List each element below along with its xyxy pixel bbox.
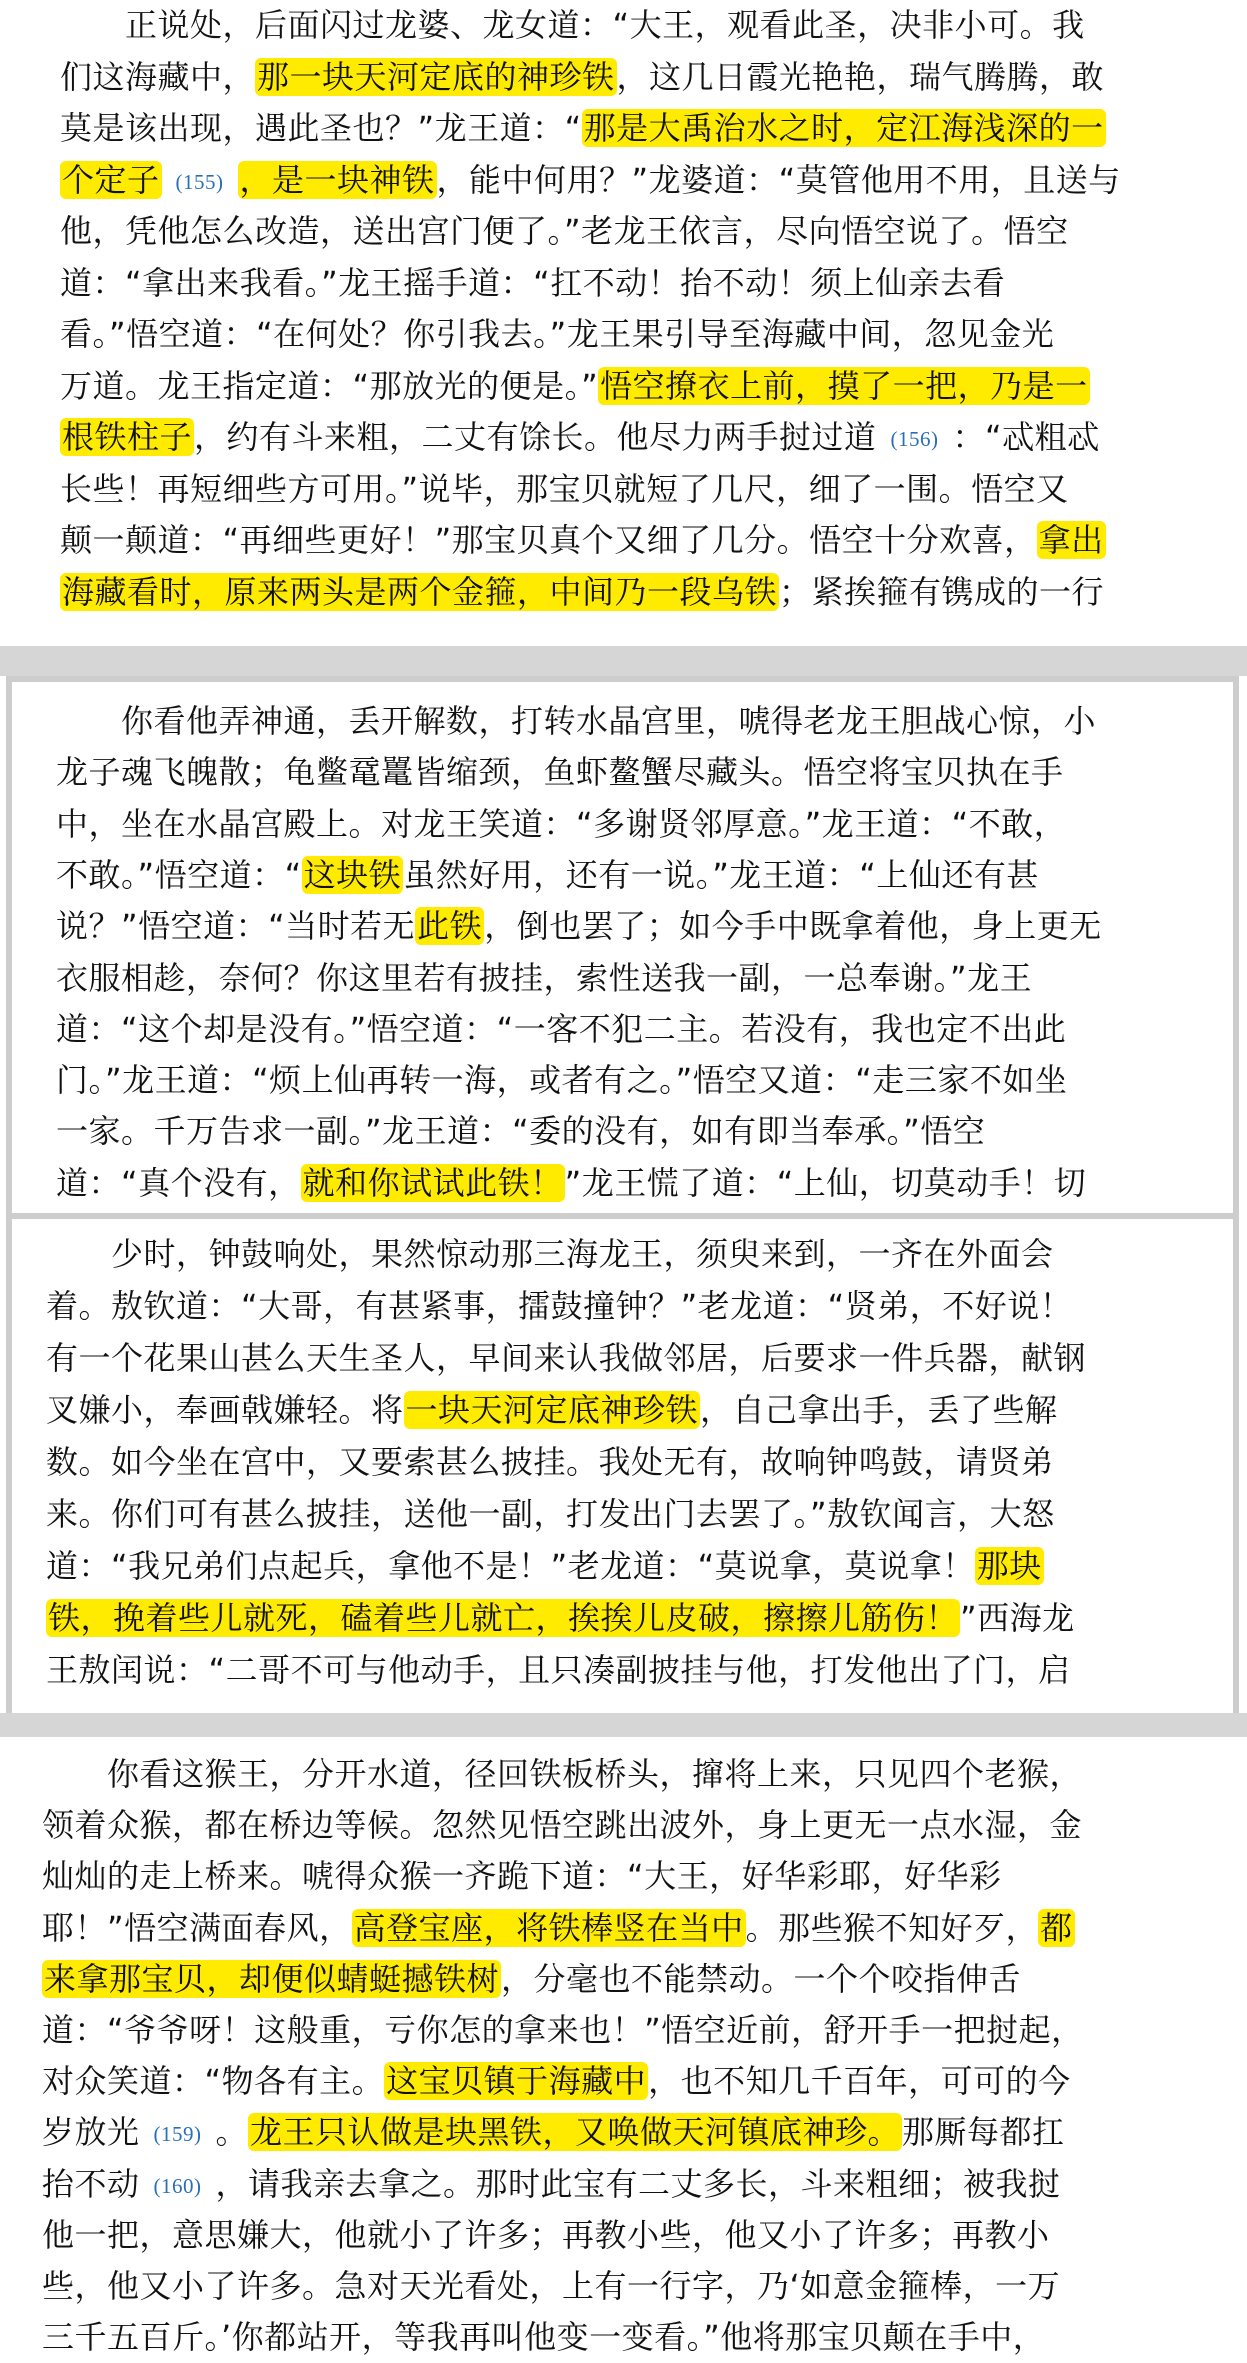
text-segment: ”西海龙 xyxy=(960,1599,1075,1637)
text-segment: ，约有斗来粗，二丈有馀长。他尽力两手挝过道 xyxy=(194,418,877,456)
text-line xyxy=(42,2261,1060,2312)
highlighted-text: 来拿那宝贝，却便似蜻蜓撼铁树 xyxy=(44,1959,500,1998)
text-segment: ，请我亲去拿之。那时此宝有二丈多长，斗来粗细；被我挝 xyxy=(215,2164,1061,2203)
text-line xyxy=(60,258,1005,309)
footnote-marker: (155) xyxy=(175,169,224,194)
text-line xyxy=(60,515,1106,566)
text-segment: 一家。千万告求一副。”龙王道：“委的没有，如有即当奉承。”悟空 xyxy=(56,1112,986,1151)
text-line xyxy=(60,567,1104,618)
text-line xyxy=(56,953,1032,1004)
highlighted-text: 那块 xyxy=(976,1547,1042,1585)
text-segment: ，倒也罢了；如今手中既拿着他，身上更无 xyxy=(484,907,1102,946)
text-line xyxy=(42,2210,1050,2261)
text-line xyxy=(60,0,1085,51)
text-line xyxy=(56,901,1102,952)
text-segment: 少时，钟鼓响处，果然惊动那三海龙王，须臾来到，一齐在外面会 xyxy=(46,1235,1054,1273)
text-line xyxy=(46,1541,1044,1592)
passage-1 xyxy=(0,0,1247,640)
text-line xyxy=(56,1004,1066,1055)
highlighted-text: ，是一块神铁 xyxy=(239,160,435,199)
highlighted-text: 个定子 xyxy=(62,160,160,199)
highlighted-text: 铁，挽着些儿就死，磕着些儿就亡，挨挨儿皮破，擦擦儿筋伤！ xyxy=(48,1599,959,1637)
text-segment: 灿灿的走上桥来。唬得众猴一齐跪下道：“大王，好华彩耶，好华彩 xyxy=(42,1857,1002,1896)
highlighted-text: 龙王只认做是块黑铁，又唤做天河镇底神珍。 xyxy=(250,2113,901,2152)
text-line xyxy=(60,309,1054,360)
text-line xyxy=(56,1106,985,1157)
text-line xyxy=(60,52,1104,103)
text-segment: ，自己拿出手，丢了些解 xyxy=(700,1391,1058,1429)
text-segment: 长些！再短细些方可用。”说毕，那宝贝就短了几尺，细了一围。悟空又 xyxy=(60,469,1069,508)
text-segment: 那厮每都扛 xyxy=(902,2113,1065,2152)
text-line xyxy=(42,1903,1075,1954)
text-segment: 衣服相趁，奈何？你这里若有披挂，索性送我一副，一总奉谢。”龙王 xyxy=(56,958,1033,997)
text-line xyxy=(56,799,1066,850)
text-line xyxy=(46,1385,1058,1436)
text-segment: 叉嫌小，奉画戟嫌轻。将 xyxy=(46,1391,404,1429)
text-line xyxy=(60,103,1106,154)
text-segment: 正说处，后面闪过龙婆、龙女道：“大王，观看此圣，决非小可。我 xyxy=(60,6,1085,44)
text-line xyxy=(46,1489,1055,1540)
highlighted-text: 那是大禹治水之时，定江海浅深的一 xyxy=(583,109,1104,147)
text-segment: 着。敖钦道：“大哥，有甚紧事，擂鼓撞钟？”老龙道：“贤弟，不好说！ xyxy=(46,1287,1073,1325)
text-segment: 颠一颠道：“再细些更好！”那宝贝真个又细了几分。悟空十分欢喜， xyxy=(60,521,1037,559)
text-segment: 三千五百斤。’你都站开，等我再叫他变一变看。”他将那宝贝颠在手中， xyxy=(42,2318,1046,2357)
text-segment: 些，他又小了许多。急对天光看处，上有一行字，乃‘如意金箍棒，一万 xyxy=(42,2267,1061,2305)
highlighted-text: 一块天河定底神珍铁 xyxy=(405,1391,699,1429)
separator xyxy=(0,646,1247,676)
text-segment: 有一个花果山甚么天生圣人，早间来认我做邻居，后要求一件兵器，献钢 xyxy=(46,1339,1087,1377)
text-line xyxy=(60,412,1100,463)
text-segment: 数。如今坐在宫中，又要索甚么披挂。我处无有，故响钟鸣鼓，请贤弟 xyxy=(46,1443,1054,1481)
text-line xyxy=(56,1055,1067,1106)
footnote-marker: (156) xyxy=(890,427,939,451)
text-line xyxy=(42,2005,1084,2056)
text-line xyxy=(42,1800,1082,1851)
highlighted-text: 高登宝座，将铁棒竖在当中 xyxy=(353,1908,744,1947)
highlighted-text: 就和你试试此铁！ xyxy=(302,1163,563,1202)
passage-3 xyxy=(6,1219,1239,1728)
text-segment: 莫是该出现，遇此圣也？”龙王道：“ xyxy=(60,109,582,147)
text-line xyxy=(42,2312,1045,2363)
text-line xyxy=(42,2159,1061,2210)
text-segment: ，分毫也不能禁动。一个个咬指伸舌 xyxy=(501,1959,1022,1998)
text-segment: 王敖闰说：“二哥不可与他动手，且只凑副披挂与他，打发他出了门，启 xyxy=(46,1651,1071,1689)
text-segment: ”龙王慌了道：“上仙，切莫动手！切 xyxy=(564,1163,1087,1202)
highlighted-text: 根铁柱子 xyxy=(62,418,193,456)
text-line xyxy=(42,2056,1071,2107)
text-segment: ：“忒粗忒 xyxy=(952,418,1100,456)
highlighted-text: 海藏看时，原来两头是两个金箍，中间乃一段乌铁 xyxy=(62,572,778,611)
text-line xyxy=(60,464,1069,515)
text-segment: 道：“这个却是没有。”悟空道：“一客不犯二主。若没有，我也定不出此 xyxy=(56,1009,1067,1048)
separator xyxy=(0,1713,1247,1737)
highlighted-text: 这宝贝镇于海藏中 xyxy=(386,2062,647,2101)
text-segment: 对众笑道：“物各有主。 xyxy=(42,2062,385,2101)
text-segment: 万道。龙王指定道：“那放光的便是。” xyxy=(60,366,599,405)
passage-2 xyxy=(6,676,1239,1219)
text-segment: 。那些猴不知好歹， xyxy=(745,1908,1039,1947)
highlighted-text: 此铁 xyxy=(417,907,483,946)
text-line xyxy=(60,155,1121,206)
text-segment: 看。”悟空道：“在何处？你引我去。”龙王果引导至海藏中间，忽见金光 xyxy=(60,315,1055,353)
text-line xyxy=(42,2107,1065,2158)
text-segment: 虽然好用，还有一说。”龙王道：“上仙还有甚 xyxy=(403,855,1039,894)
text-segment: 领着众猴，都在桥边等候。忽然见悟空跳出波外，身上更无一点水湿，金 xyxy=(42,1806,1083,1845)
text-line xyxy=(46,1281,1072,1332)
highlighted-text: 那一块天河定底的神珍铁 xyxy=(257,57,615,96)
footnote-marker: (160) xyxy=(153,2173,202,2198)
text-line xyxy=(46,1593,1075,1644)
text-segment: 龙子魂飞魄散；龟鳖鼋鼍皆缩颈，鱼虾鳌蟹尽藏头。悟空将宝贝执在手 xyxy=(56,753,1064,792)
text-line xyxy=(56,696,1096,747)
text-segment: 不敢。”悟空道：“ xyxy=(56,855,302,894)
text-line xyxy=(56,747,1064,798)
highlighted-text: 这块铁 xyxy=(303,855,402,894)
text-segment: 道：“爷爷呀！这般重，亏你怎的拿来也！”悟空近前，舒开手一把挝起， xyxy=(42,2011,1084,2049)
text-segment: ，这几日霞光艳艳，瑞气腾腾，敢 xyxy=(616,57,1105,96)
text-line xyxy=(56,1158,1086,1209)
text-line xyxy=(42,1954,1021,2005)
text-segment: 们这海藏中， xyxy=(60,57,256,96)
text-line xyxy=(60,361,1090,412)
text-segment: 。 xyxy=(215,2113,249,2152)
text-segment: 他，凭他怎么改造，送出宫门便了。”老龙王依言，尽向悟空说了。悟空 xyxy=(60,212,1069,250)
text-segment: 道：“我兄弟们点起兵，拿他不是！”老龙道：“莫说拿，莫说拿！ xyxy=(46,1547,975,1585)
text-segment: 说？”悟空道：“当时若无 xyxy=(56,907,416,946)
passage-4 xyxy=(0,1737,1247,2357)
text-segment: ，也不知几千百年，可可的今 xyxy=(648,2062,1071,2101)
text-segment: 道：“真个没有， xyxy=(56,1163,301,1202)
text-segment: ，能中何用？”龙婆道：“莫管他用不用，且送与 xyxy=(436,160,1121,199)
text-line xyxy=(46,1333,1086,1384)
text-line xyxy=(46,1645,1071,1696)
text-segment: 道：“拿出来我看。”龙王摇手道：“扛不动！抬不动！须上仙亲去看 xyxy=(60,263,1006,302)
text-segment: 你看他弄神通，丢开解数，打转水晶宫里，唬得老龙王胆战心惊，小 xyxy=(56,702,1097,740)
highlighted-text: 都 xyxy=(1040,1908,1073,1947)
text-segment: 岁放光 xyxy=(42,2113,140,2152)
text-segment: 抬不动 xyxy=(42,2164,140,2203)
text-segment: 门。”龙王道：“烦上仙再转一海，或者有之。”悟空又道：“走三家不如坐 xyxy=(56,1061,1068,1100)
text-segment: 他一把，意思嫌大，他就小了许多；再教小些，他又小了许多；再教小 xyxy=(42,2215,1050,2254)
text-line xyxy=(46,1437,1054,1488)
footnote-marker: (159) xyxy=(153,2122,202,2147)
text-line xyxy=(46,1229,1054,1280)
text-segment: 耶！”悟空满面春风， xyxy=(42,1908,352,1947)
text-line xyxy=(60,206,1069,257)
text-line xyxy=(42,1851,1002,1902)
text-segment: 你看这猴王，分开水道，径回铁板桥头，撺将上来，只见四个老猴， xyxy=(42,1755,1083,1793)
highlighted-text: 悟空撩衣上前，摸了一把，乃是一 xyxy=(600,366,1088,405)
text-segment: ；紧挨箍有镌成的一行 xyxy=(779,572,1105,611)
text-line xyxy=(56,850,1039,901)
highlighted-text: 拿出 xyxy=(1038,521,1104,559)
text-line xyxy=(42,1749,1082,1800)
text-segment: 中，坐在水晶宫殿上。对龙王笑道：“多谢贤邻厚意。”龙王道：“不敢， xyxy=(56,804,1067,843)
text-segment: 来。你们可有甚么披挂，送他一副，打发出门去罢了。”敖钦闻言，大怒 xyxy=(46,1495,1055,1533)
